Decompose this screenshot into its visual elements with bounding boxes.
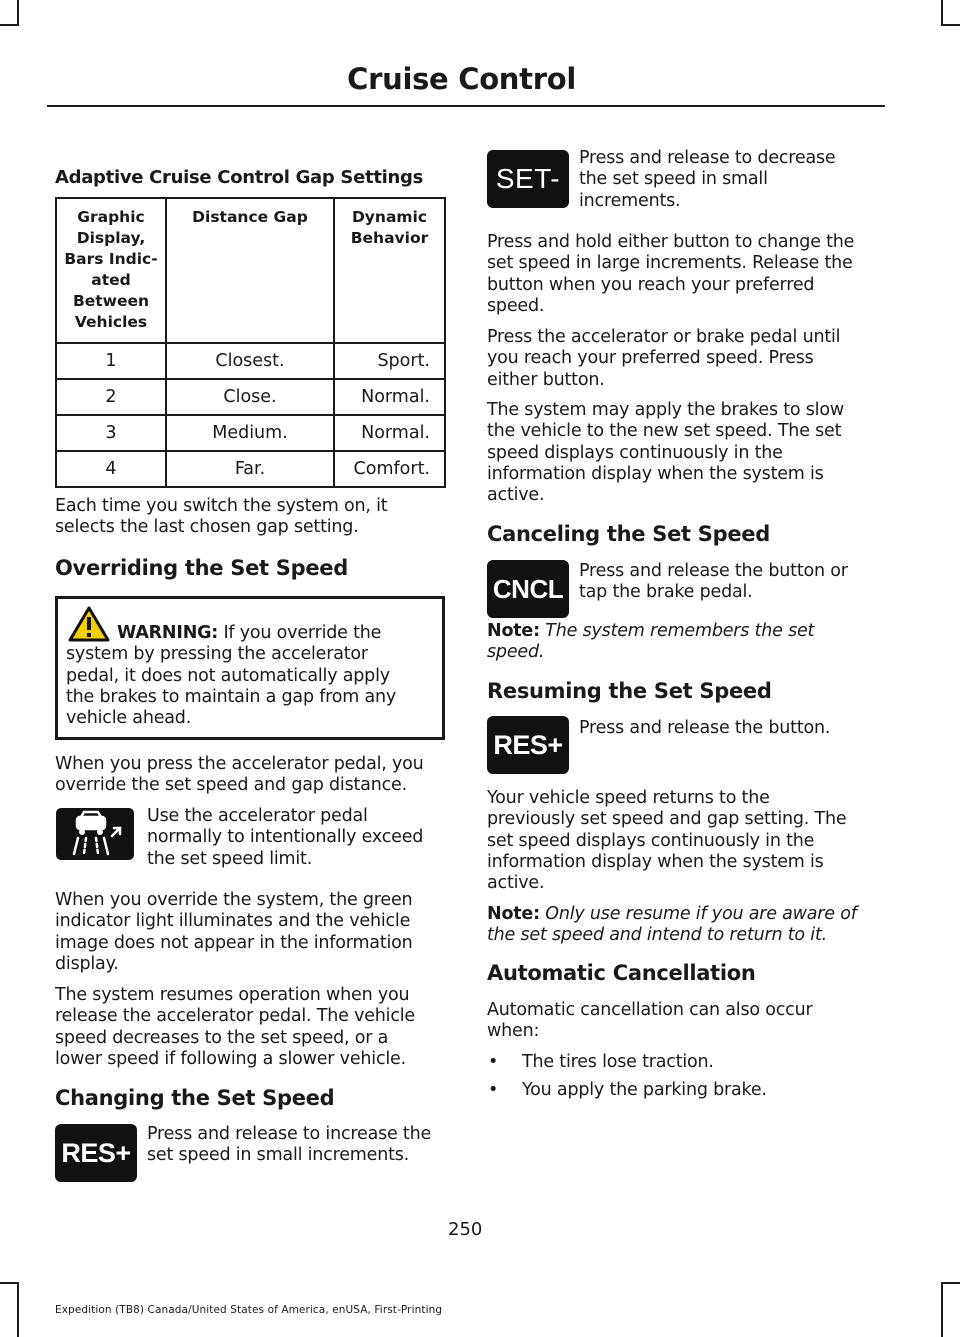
text-line: Automatic cancellation can also occur [487, 1000, 813, 1020]
table-cell: Normal. [334, 415, 445, 451]
warning-box [55, 596, 445, 740]
brakes-paragraph [487, 400, 844, 506]
footer-text: Expedition (TB8) Canada/United States of America, enUSA, First-Printing [55, 1304, 443, 1316]
table-cell: 4 [56, 451, 166, 487]
header-line: Display, [76, 229, 146, 247]
text-line: the brakes to maintain a gap from any [66, 686, 397, 707]
text-line: Press the accelerator or brake pedal until [487, 327, 841, 347]
override-indicator-paragraph [55, 890, 413, 975]
text-line: previously set speed and gap setting. The [487, 809, 847, 830]
text-line: set speed in small increments. [147, 1145, 410, 1166]
text-line: pedal, it does not automatically apply [66, 665, 390, 686]
page-title: Cruise Control [347, 62, 576, 96]
text-line: Press and release the button or [579, 561, 848, 581]
text-line: Press and release the button. [579, 718, 831, 738]
text-line: Your vehicle speed returns to the [487, 788, 770, 808]
page-number: 250 [448, 1219, 483, 1240]
res-plus-button-icon: RES+ [487, 716, 569, 774]
cncl-button-icon: CNCL [487, 560, 569, 618]
text-line: speed. [487, 642, 545, 663]
accelerator-text [147, 806, 423, 870]
override-paragraph [55, 754, 424, 797]
warning-label: WARNING: [117, 623, 219, 643]
crop-mark [941, 1282, 943, 1337]
crop-mark [941, 0, 943, 26]
text-line: the vehicle to the new set speed. The set [487, 421, 842, 442]
table-header-graphic [56, 198, 166, 343]
crop-mark [17, 1282, 19, 1337]
header-line: Dynamic [351, 208, 428, 226]
text-line: Press and release to increase the [147, 1124, 432, 1144]
crop-mark [941, 1282, 960, 1284]
table-cell: Sport. [334, 343, 445, 379]
table-header-behavior [334, 198, 445, 343]
res-plus-button-icon: RES+ [55, 1124, 137, 1182]
returns-paragraph [487, 788, 846, 894]
text-line: when: [487, 1021, 540, 1042]
crop-mark [0, 24, 19, 26]
gap-note [55, 496, 387, 539]
header-line: Behavior [350, 229, 429, 247]
text-line: the set speed limit. [147, 848, 313, 869]
text-line: The system may apply the brakes to slow [487, 400, 844, 420]
table-title: Adaptive Cruise Control Gap Settings [55, 167, 424, 188]
header-rule [47, 105, 885, 107]
text-line: active. [487, 485, 545, 506]
table-header-distance [166, 198, 334, 343]
text-line: Press and hold either button to change the [487, 232, 855, 252]
text-line: information display when the system is [487, 463, 824, 484]
text-line: display. [55, 953, 119, 974]
text-line: The system remembers the set [539, 621, 815, 641]
table-cell: 3 [56, 415, 166, 451]
text-line: speed. [487, 295, 545, 316]
auto-paragraph [487, 1000, 812, 1043]
section-heading-canceling: Canceling the Set Speed [487, 522, 770, 546]
gap-settings-table [55, 197, 446, 488]
accelerator-override-icon [56, 808, 134, 860]
table-row [56, 343, 445, 379]
header-line: Bars Indic- [64, 250, 158, 268]
table-cell: Close. [166, 379, 334, 415]
text-line: speed decreases to the set speed, or a [55, 1027, 389, 1048]
crop-mark [941, 24, 960, 26]
text-line: selects the last chosen gap setting. [55, 517, 359, 538]
section-heading-changing: Changing the Set Speed [55, 1086, 335, 1110]
section-heading-overriding: Overriding the Set Speed [55, 556, 348, 580]
set-minus-button-icon: SET- [487, 150, 569, 208]
text-line: increments. [579, 190, 681, 211]
table-cell: Closest. [166, 343, 334, 379]
bullet: • [488, 1052, 499, 1072]
text-line: speed displays continuously in the [487, 442, 783, 463]
text-line: you reach your preferred speed. Press [487, 348, 814, 369]
header-line: Distance Gap [192, 208, 308, 226]
text-line: set speed displays continuously in the [487, 830, 815, 851]
text-line: When you override the system, the green [55, 890, 413, 910]
header-line: Vehicles [74, 313, 148, 331]
text-line: If you override the [218, 623, 382, 643]
text-line: release the accelerator pedal. The vehicle [55, 1006, 415, 1027]
warning-text [66, 623, 438, 729]
table-cell: Medium. [166, 415, 334, 451]
hold-paragraph [487, 232, 854, 317]
table-row [56, 451, 445, 487]
text-line: Press and release to decrease [579, 148, 836, 168]
text-line: override the set speed and gap distance. [55, 775, 407, 796]
text-line: The system resumes operation when you [55, 985, 410, 1005]
crop-mark [17, 0, 19, 26]
text-line: lower speed if following a slower vehicle. [55, 1048, 406, 1069]
table-cell: 1 [56, 343, 166, 379]
note-label: Note: [487, 621, 540, 641]
table-cell: Comfort. [334, 451, 445, 487]
list-item-text: The tires lose traction. [522, 1052, 714, 1072]
resume-text [579, 718, 830, 739]
text-line: When you press the accelerator pedal, you [55, 754, 424, 774]
note-remembers [487, 621, 814, 664]
text-line: information display when the system is [487, 851, 824, 872]
text-line: set speed in large increments. Release the [487, 253, 853, 274]
text-line: the set speed in small [579, 169, 768, 190]
text-line: Use the accelerator pedal [147, 806, 368, 826]
header-line: Graphic [77, 208, 145, 226]
text-line: normally to intentionally exceed [147, 827, 424, 848]
cancel-text [579, 561, 848, 604]
increase-text [147, 1124, 431, 1167]
table-row [56, 415, 445, 451]
header-line: Between [72, 292, 150, 310]
text-line: Only use resume if you are aware of [539, 904, 857, 924]
note-label: Note: [487, 904, 540, 924]
decrease-text [579, 148, 836, 212]
text-line: Each time you switch the system on, it [55, 496, 388, 516]
crop-mark [0, 1282, 19, 1284]
text-line: image does not appear in the information [55, 932, 413, 953]
section-heading-automatic: Automatic Cancellation [487, 961, 756, 985]
text-line: indicator light illuminates and the vehicle [55, 911, 411, 932]
note-resume [487, 904, 857, 947]
header-line: ated [91, 271, 131, 289]
text-line: tap the brake pedal. [579, 582, 753, 603]
table-cell: 2 [56, 379, 166, 415]
text-line: system by pressing the accelerator [66, 644, 368, 665]
section-heading-resuming: Resuming the Set Speed [487, 679, 772, 703]
bullet: • [488, 1080, 499, 1100]
text-line: button when you reach your preferred [487, 274, 815, 295]
text-line: active. [487, 873, 545, 894]
table-cell: Normal. [334, 379, 445, 415]
table-cell: Far. [166, 451, 334, 487]
text-line: vehicle ahead. [66, 708, 192, 729]
resume-operation-paragraph [55, 985, 415, 1070]
list-item-text: You apply the parking brake. [522, 1080, 767, 1100]
table-row [56, 379, 445, 415]
pedal-paragraph [487, 327, 840, 391]
text-line: the set speed and intend to return to it. [487, 925, 827, 946]
text-line: either button. [487, 369, 605, 390]
